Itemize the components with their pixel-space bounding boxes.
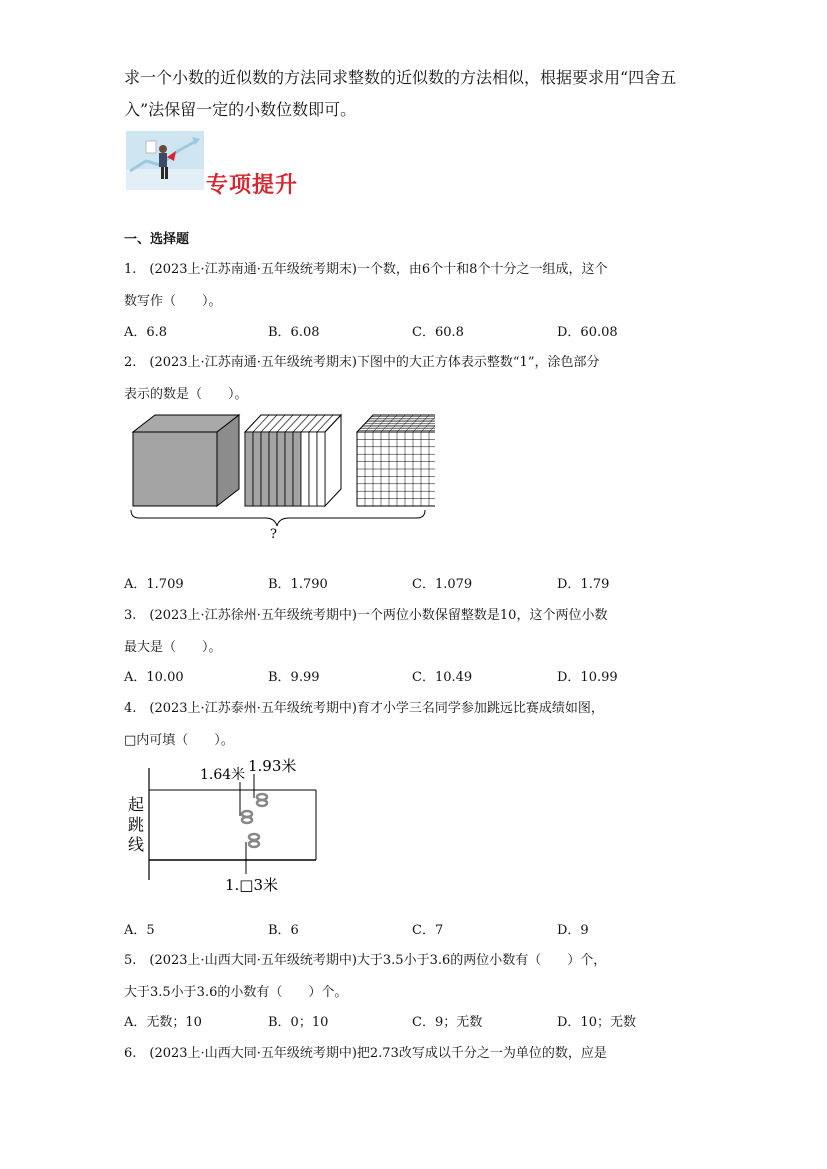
option-c: C．1.079	[412, 577, 473, 592]
label-1-x3: 1.□3米	[225, 876, 279, 894]
whole-cube	[133, 415, 239, 506]
option-a: A．无数；10	[124, 1015, 202, 1030]
option-d: D．10.99	[557, 670, 618, 685]
option-c: C．9；无数	[412, 1015, 483, 1030]
option-d: D．1.79	[557, 577, 610, 592]
question-text: 6. (2023上·山西大同·五年级统考期中)把2.73改写成以千分之一为单位的数，应是	[124, 1046, 607, 1061]
option-c: C．7	[412, 923, 444, 938]
option-d: D．10；无数	[557, 1015, 636, 1030]
option-a: A．10.00	[124, 670, 184, 685]
option-b: B．6.08	[268, 325, 320, 340]
option-c: C．60.8	[412, 325, 464, 340]
label-1-93: 1.93米	[248, 757, 297, 775]
start-line-char: 起	[128, 795, 145, 814]
question-text: □内可填（ ）。	[124, 733, 234, 748]
question-text: 1. (2023上·江苏南通·五年级统考期末)一个数，由6个十和8个十分之一组成，这个	[124, 262, 608, 277]
question-text: 5. (2023上·山西大同·五年级统考期中)大于3.5小于3.6的两位小数有（ ）个，	[124, 953, 607, 968]
question-text: 大于3.5小于3.6的小数有（ ）个。	[124, 985, 348, 1000]
start-line-char: 线	[128, 835, 145, 854]
banner-illustration	[126, 131, 204, 190]
long-jump-figure	[124, 756, 324, 896]
question-text: 3. (2023上·江苏徐州·五年级统考期中)一个两位小数保留整数是10，这个两位小数	[124, 608, 608, 623]
start-line-char: 跳	[128, 815, 145, 834]
section-heading: 一、选择题	[124, 232, 190, 247]
question-text: 表示的数是（ ）。	[124, 387, 248, 402]
option-b: B．6	[268, 923, 299, 938]
question-text: 2. (2023上·江苏南通·五年级统考期末)下图中的大正方体表示整数“1”，涂色部分	[124, 355, 600, 370]
option-b: B．0；10	[268, 1015, 329, 1030]
footprint-icon	[242, 811, 252, 823]
question-text: 数写作（ ）。	[124, 294, 222, 309]
option-b: B．1.790	[268, 577, 328, 592]
option-a: A．5	[124, 923, 155, 938]
question-text: 最大是（ ）。	[124, 640, 222, 655]
cubes-figure	[125, 410, 435, 545]
option-b: B．9.99	[268, 670, 320, 685]
label-1-64: 1.64米	[200, 767, 246, 783]
option-d: D．60.08	[557, 325, 618, 340]
question-text: 4. (2023上·江苏泰州·五年级统考期中)育才小学三名同学参加跳远比赛成绩如图，	[124, 701, 604, 716]
thousandths-cube	[357, 415, 435, 506]
option-c: C．10.49	[412, 670, 473, 685]
intro-paragraph: 求一个小数的近似数的方法同求整数的近似数的方法相似，根据要求用“四舍五入”法保留一定的小数位数即可。	[124, 68, 677, 119]
brace	[131, 510, 425, 526]
section-title: 专项提升	[206, 172, 299, 198]
option-a: A．6.8	[124, 325, 168, 340]
option-a: A．1.709	[124, 577, 184, 592]
brace-label: ?	[270, 527, 277, 542]
option-d: D．9	[557, 923, 589, 938]
footprint-icon	[249, 834, 259, 847]
footprint-icon	[257, 794, 267, 806]
tenths-cube	[245, 415, 341, 506]
